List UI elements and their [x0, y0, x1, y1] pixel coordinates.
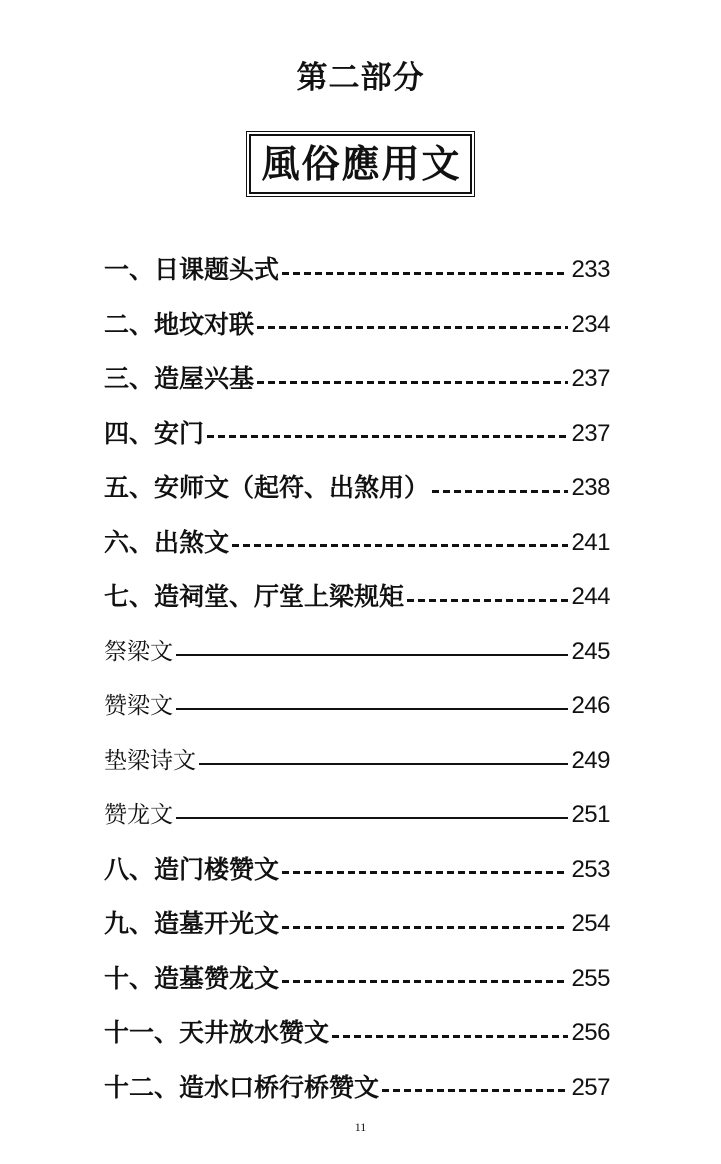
- toc-entry[interactable]: [104, 1006, 610, 1061]
- toc-page-number: 233: [571, 256, 610, 284]
- toc-page-number: 244: [571, 583, 610, 611]
- toc-entry-label: 赞梁文: [104, 693, 173, 720]
- toc-entry[interactable]: [104, 407, 610, 462]
- toc-page-number: 238: [571, 474, 610, 502]
- dot-leader: [407, 599, 568, 602]
- toc-page-number: 237: [571, 365, 610, 393]
- toc-entry[interactable]: [104, 352, 610, 407]
- line-leader: [176, 708, 568, 710]
- dot-leader: [257, 326, 568, 329]
- dot-leader: [282, 272, 568, 275]
- dot-leader: [432, 490, 568, 493]
- toc-entry-label: 九、造墓开光文: [104, 909, 280, 939]
- dot-leader: [257, 381, 568, 384]
- toc-page-number: 256: [571, 1019, 610, 1047]
- toc-entry-label: 赞龙文: [104, 802, 173, 829]
- toc-page-number: 255: [571, 964, 610, 992]
- toc-entry[interactable]: [104, 952, 610, 1007]
- section-title: 風俗應用文: [249, 134, 471, 194]
- toc-page-number: 241: [571, 528, 610, 556]
- toc-entry-label: 四、安门: [104, 418, 205, 448]
- toc-entry-label: 十一、天井放水赞文: [104, 1018, 330, 1048]
- toc-entry-label: 一、日课题头式: [104, 255, 280, 285]
- dot-leader: [382, 1089, 568, 1092]
- toc-entry-label: 六、出煞文: [104, 527, 230, 557]
- toc-entry[interactable]: [104, 570, 610, 625]
- toc-page-number: 257: [571, 1073, 610, 1101]
- toc-page-number: 246: [571, 692, 610, 720]
- dot-leader: [207, 435, 568, 438]
- toc-entry-label: 垫梁诗文: [104, 747, 196, 774]
- dot-leader: [282, 926, 568, 929]
- toc-page-number: 253: [571, 855, 610, 883]
- toc-entry[interactable]: [104, 843, 610, 898]
- toc-subentry[interactable]: [104, 679, 610, 734]
- dot-leader: [282, 980, 568, 983]
- toc-entry[interactable]: [104, 516, 610, 571]
- toc-page-number: 254: [571, 910, 610, 938]
- section-title-frame: [0, 134, 721, 194]
- toc-entry[interactable]: [104, 897, 610, 952]
- toc-entry[interactable]: [104, 461, 610, 516]
- toc-entry-label: 七、造祠堂、厅堂上梁规矩: [104, 582, 405, 612]
- toc-entry-label: 三、造屋兴基: [104, 364, 255, 394]
- toc-page-number: 234: [571, 310, 610, 338]
- line-leader: [176, 654, 568, 656]
- line-leader: [199, 763, 568, 765]
- toc-entry-label: 十、造墓赞龙文: [104, 963, 280, 993]
- toc-entry-label: 二、地坟对联: [104, 309, 255, 339]
- part-title: 第二部分: [296, 60, 425, 96]
- toc-entry-label: 八、造门楼赞文: [104, 854, 280, 884]
- toc-entry-label: 十二、造水口桥行桥赞文: [104, 1072, 380, 1102]
- toc-entry[interactable]: [104, 298, 610, 353]
- toc-entry[interactable]: [104, 1061, 610, 1116]
- dot-leader: [282, 871, 568, 874]
- line-leader: [176, 817, 568, 819]
- toc-subentry[interactable]: [104, 734, 610, 789]
- toc-subentry[interactable]: [104, 625, 610, 680]
- dot-leader: [232, 544, 568, 547]
- table-of-contents: [104, 243, 610, 1115]
- toc-entry-label: 祭梁文: [104, 638, 173, 665]
- toc-entry[interactable]: [104, 243, 610, 298]
- toc-page-number: 237: [571, 419, 610, 447]
- toc-page-number: 245: [571, 637, 610, 665]
- page-number: 11: [354, 1120, 367, 1134]
- toc-page-number: 251: [571, 801, 610, 829]
- toc-page-number: 249: [571, 746, 610, 774]
- toc-entry-label: 五、安师文（起符、出煞用）: [104, 473, 430, 503]
- dot-leader: [332, 1035, 568, 1038]
- toc-subentry[interactable]: [104, 788, 610, 843]
